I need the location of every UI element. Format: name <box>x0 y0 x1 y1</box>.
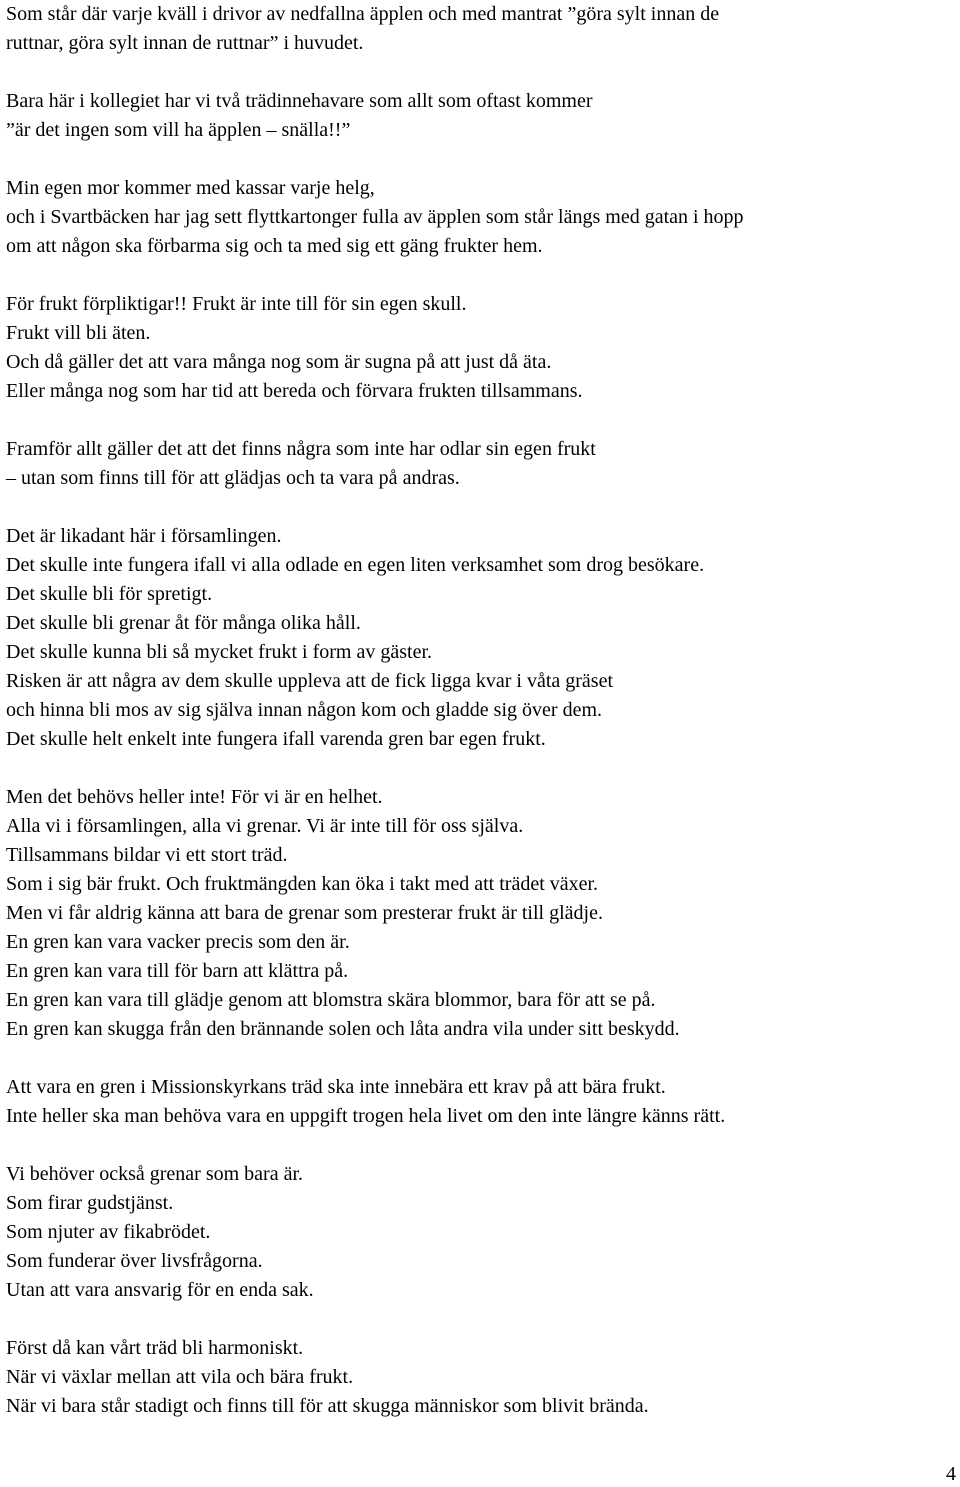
paragraph <box>6 1073 956 1131</box>
text-line: Det är likadant här i församlingen. <box>6 525 282 547</box>
text-line: Min egen mor kommer med kassar varje helg, <box>6 177 375 199</box>
text-line: Vi behöver också grenar som bara är. <box>6 1163 304 1185</box>
text-line: ”är det ingen som vill ha äpplen – snälla!!” <box>6 119 351 141</box>
text-line: En gren kan skugga från den brännande solen och låta andra vila under sitt beskydd. <box>6 1018 680 1040</box>
text-line: Tillsammans bildar vi ett stort träd. <box>6 844 288 866</box>
text-line: Det skulle helt enkelt inte fungera ifall varenda gren bar egen frukt. <box>6 728 546 750</box>
paragraph-gap <box>6 493 956 522</box>
paragraph-gap <box>6 58 956 87</box>
text-line: Alla vi i församlingen, alla vi grenar. Vi är inte till för oss själva. <box>6 815 524 837</box>
text-line: Bara här i kollegiet har vi två trädinnehavare som allt som oftast kommer <box>6 90 593 112</box>
text-line: Det skulle kunna bli så mycket frukt i form av gäster. <box>6 641 433 663</box>
text-line: Men det behövs heller inte! För vi är en helhet. <box>6 786 383 808</box>
paragraph-gap <box>6 1131 956 1160</box>
text-line: Risken är att några av dem skulle uppleva att de fick ligga kvar i våta gräset <box>6 670 614 692</box>
text-line: ruttnar, göra sylt innan de ruttnar” i huvudet. <box>6 32 364 54</box>
paragraph-gap <box>6 261 956 290</box>
paragraph <box>6 783 956 1044</box>
paragraph-gap <box>6 145 956 174</box>
text-line: När vi växlar mellan att vila och bära frukt. <box>6 1366 354 1388</box>
text-line: Först då kan vårt träd bli harmoniskt. <box>6 1337 304 1359</box>
paragraph <box>6 290 956 406</box>
paragraph <box>6 1334 956 1421</box>
text-line: Och då gäller det att vara många nog som är sugna på att just då äta. <box>6 351 552 373</box>
text-line: Inte heller ska man behöva vara en uppgift trogen hela livet om den inte längre känns rätt. <box>6 1105 726 1127</box>
text-line: Som njuter av fikabrödet. <box>6 1221 211 1243</box>
text-line: Det skulle bli grenar åt för många olika håll. <box>6 612 361 634</box>
paragraph <box>6 435 956 493</box>
paragraph <box>6 87 956 145</box>
text-line: En gren kan vara till för barn att klättra på. <box>6 960 349 982</box>
paragraph-gap <box>6 1044 956 1073</box>
text-line: En gren kan vara till glädje genom att blomstra skära blommor, bara för att se på. <box>6 989 656 1011</box>
text-line: Att vara en gren i Missionskyrkans träd ska inte innebära ett krav på att bära frukt. <box>6 1076 666 1098</box>
page-number: 4 <box>946 1463 956 1485</box>
text-line: Som firar gudstjänst. <box>6 1192 174 1214</box>
text-line: Som står där varje kväll i drivor av nedfallna äpplen och med mantrat ”göra sylt innan de <box>6 3 720 25</box>
text-line: och i Svartbäcken har jag sett flyttkartonger fulla av äpplen som står längs med gatan i hopp <box>6 206 744 228</box>
text-line: Framför allt gäller det att det finns några som inte har odlar sin egen frukt <box>6 438 596 460</box>
text-line: – utan som finns till för att glädjas och ta vara på andras. <box>6 467 460 489</box>
text-line: Utan att vara ansvarig för en enda sak. <box>6 1279 314 1301</box>
text-line: När vi bara står stadigt och finns till för att skugga människor som blivit brända. <box>6 1395 649 1417</box>
text-line: Det skulle inte fungera ifall vi alla odlade en egen liten verksamhet som drog besökare. <box>6 554 705 576</box>
text-line: och hinna bli mos av sig själva innan någon kom och gladde sig över dem. <box>6 699 602 721</box>
document-page <box>6 0 956 1421</box>
paragraph <box>6 174 956 261</box>
paragraph-gap <box>6 406 956 435</box>
paragraph <box>6 522 956 754</box>
text-line: Men vi får aldrig känna att bara de grenar som presterar frukt är till glädje. <box>6 902 603 924</box>
paragraph-gap <box>6 754 956 783</box>
text-line: om att någon ska förbarma sig och ta med sig ett gäng frukter hem. <box>6 235 543 257</box>
text-line: En gren kan vara vacker precis som den är. <box>6 931 350 953</box>
text-line: För frukt förpliktigar!! Frukt är inte till för sin egen skull. <box>6 293 467 315</box>
paragraph <box>6 0 956 58</box>
paragraph <box>6 1160 956 1305</box>
paragraph-gap <box>6 1305 956 1334</box>
text-line: Eller många nog som har tid att bereda och förvara frukten tillsammans. <box>6 380 583 402</box>
text-line: Frukt vill bli äten. <box>6 322 151 344</box>
text-line: Som funderar över livsfrågorna. <box>6 1250 263 1272</box>
text-line: Som i sig bär frukt. Och fruktmängden kan öka i takt med att trädet växer. <box>6 873 599 895</box>
text-line: Det skulle bli för spretigt. <box>6 583 213 605</box>
